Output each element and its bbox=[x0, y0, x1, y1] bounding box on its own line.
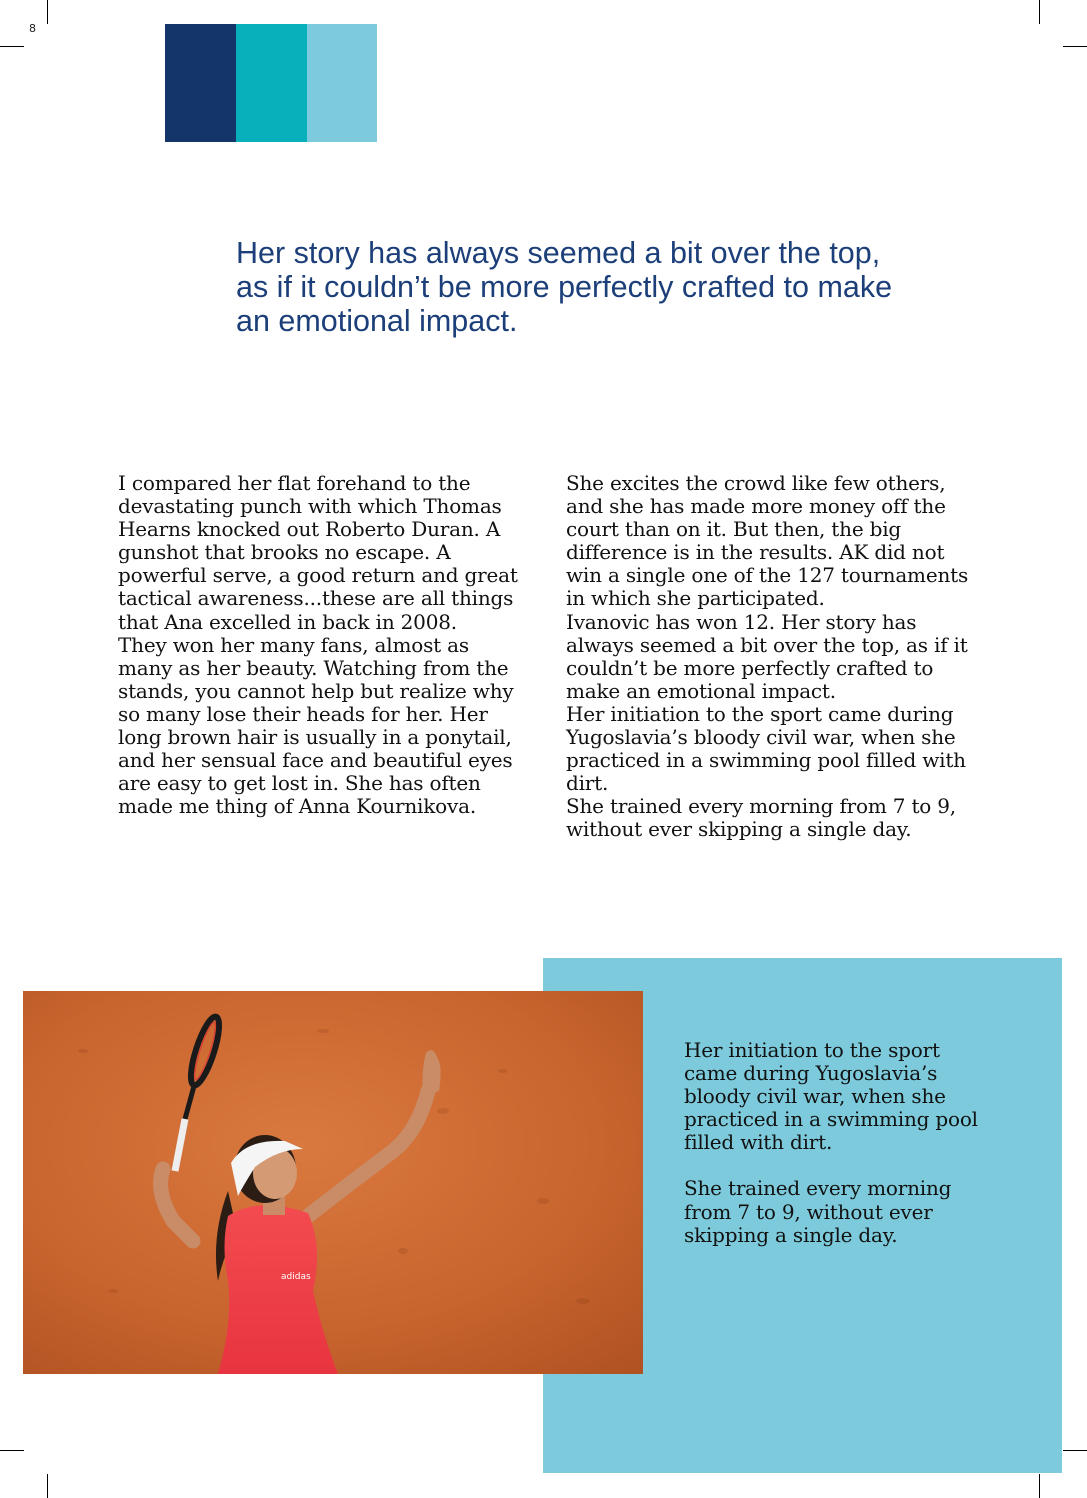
article-column-right bbox=[566, 472, 986, 842]
page-number: 8 bbox=[29, 22, 36, 35]
crop-mark-top-left bbox=[47, 0, 48, 24]
crop-mark-bottom-right bbox=[1039, 1474, 1040, 1498]
crop-mark-bottom-left bbox=[47, 1474, 48, 1498]
sidebar-paragraph: She trained every morning from 7 to 9, without ever skipping a single day. bbox=[684, 1176, 952, 1247]
article-paragraph: Her initiation to the sport came during Yugoslavia’s bloody civil war, when she practiced in a swimming pool filled with dirt. bbox=[566, 701, 966, 796]
dress-logo: adidas bbox=[281, 1272, 311, 1282]
article-paragraph: I compared her flat forehand to the devastating punch with which Thomas Hearns knocked out Roberto Duran. A gunshot that brooks no escape. A powerful serve, a good return and great tactical awareness...these are all things that Ana excelled in back in 2008. bbox=[118, 471, 518, 634]
crop-mark-top-right-h bbox=[1063, 46, 1087, 47]
tennis-player-illustration bbox=[23, 991, 643, 1374]
pull-quote: Her story has always seemed a bit over the top, as if it couldn’t be more perfectly crafted to make an emotional impact. bbox=[236, 236, 893, 338]
article-paragraph: Ivanovic has won 12. Her story has always seemed a bit over the top, as if it couldn’t be more perfectly crafted to make an emotional impact. bbox=[566, 609, 968, 703]
swatch-navy bbox=[165, 24, 236, 142]
crop-mark-bottom-left-h bbox=[0, 1450, 24, 1451]
sidebar-paragraph: Her initiation to the sport came during Yugoslavia’s bloody civil war, when she practiced in a swimming pool filled with dirt. bbox=[684, 1038, 978, 1155]
clay-court bbox=[23, 991, 643, 1374]
crop-mark-top-left-h bbox=[0, 46, 24, 47]
tennis-photo bbox=[23, 991, 643, 1374]
crop-mark-bottom-right-h bbox=[1063, 1450, 1087, 1451]
swatch-light-blue bbox=[307, 24, 377, 142]
article-paragraph: They won her many fans, almost as many as her beauty. Watching from the stands, you cannot help but realize why so many lose their heads for her. Her long brown hair is usually in a ponytail, and her sensual face and beautiful eyes are easy to get lost in. She has often made me thing of Anna Kournikova. bbox=[118, 632, 514, 819]
article-paragraph: She trained every morning from 7 to 9, without ever skipping a single day. bbox=[566, 794, 956, 842]
crop-mark-top-right bbox=[1039, 0, 1040, 24]
swatch-teal bbox=[236, 24, 307, 142]
article-paragraph: She excites the crowd like few others, and she has made more money off the court than on it. But then, the big difference is in the results. AK did not win a single one of the 127 tournaments in which she participated. bbox=[566, 471, 969, 611]
article-column-left bbox=[118, 472, 528, 818]
sidebar-text bbox=[684, 1039, 984, 1270]
